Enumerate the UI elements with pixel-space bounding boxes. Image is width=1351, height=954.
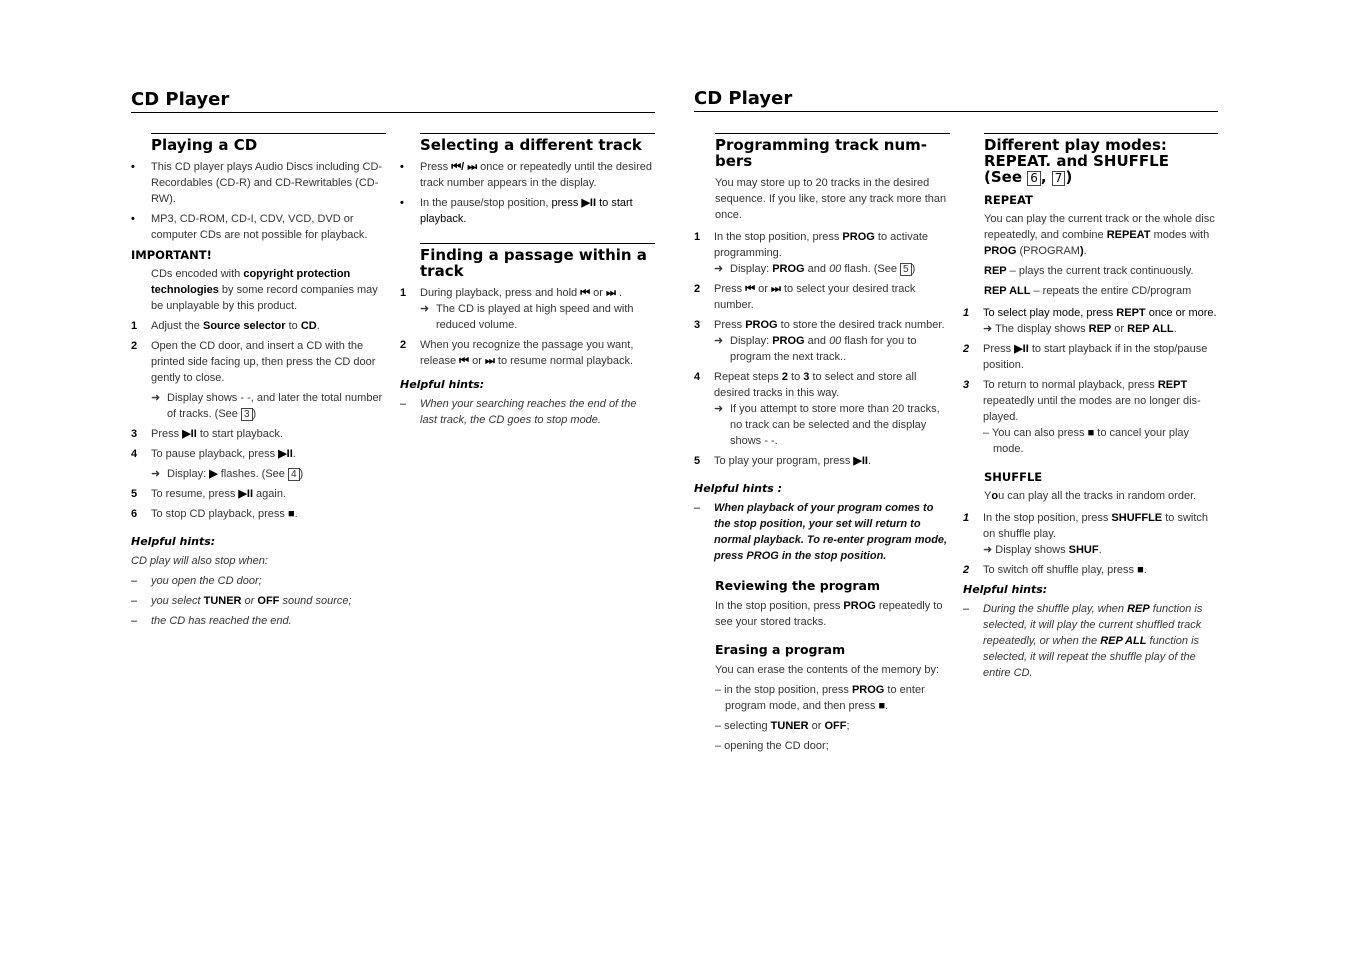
- erasing-intro: You can erase the contents of the memory by:: [715, 664, 940, 676]
- arrow-icon: ➜: [714, 263, 724, 275]
- left-page-title: CD Player: [131, 89, 655, 113]
- erase-option: – opening the CD door;: [715, 740, 829, 752]
- result-note: ➜ Display: PROG and 00 flash. (See 5 ): [714, 263, 916, 275]
- column-track-selection: [400, 133, 655, 432]
- step-item: 3 To return to normal playback, press REPT repeatedly until the modes are no longer dis- played. – You can also press ■ to cancel your play mode.: [963, 377, 1218, 457]
- bullet-item: • Press ⏮/ ⏭ once or repeatedly until the desired track number appears in the display.: [400, 161, 652, 189]
- figure-ref-badge: 6: [1027, 171, 1041, 186]
- result-note: ➜ Display shows - -, and later the total number of tracks. (See 3 ): [151, 392, 383, 420]
- figure-ref-badge: 5: [900, 263, 912, 276]
- bullet-item: • MP3, CD-ROM, CD-I, CDV, VCD, DVD or computer CDs are not possible for playback.: [131, 213, 368, 241]
- hint-item: – When playback of your program comes to the stop position, your set will return to normal playback. To re-enter program mode, press PROG in the stop position.: [694, 502, 948, 562]
- step-item: 4 To pause playback, press ▶II.: [131, 448, 296, 460]
- important-label: IMPORTANT!: [131, 248, 212, 262]
- step-item: 1 To select play mode, press REPT once or more. ➜ The display shows REP or REP ALL.: [963, 307, 1217, 335]
- step-item: 5 To resume, press ▶II again.: [131, 488, 287, 500]
- right-page-title: CD Player: [694, 88, 1218, 112]
- step-item: 1 In the stop position, press SHUFFLE to switch on shuffle play. ➜ Display shows SHUF.: [963, 510, 1218, 558]
- arrow-icon: ➜: [151, 392, 161, 404]
- result-note: ➜ Display: PROG and 00 flash for you to program the next track..: [714, 335, 917, 363]
- previous-icon: ⏮: [745, 283, 756, 295]
- step-item: 6 To stop CD playback, press ■.: [131, 508, 298, 520]
- step-item: 2 Press ▶II to start playback if in the stop/pause position.: [963, 343, 1208, 371]
- play-pause-icon: ▶II: [182, 428, 197, 440]
- arrow-icon: ➜: [983, 323, 993, 335]
- erase-option: – in the stop position, press PROG to enter program mode, and then press ■.: [715, 684, 925, 712]
- helpful-hints-label: Helpful hints:: [400, 378, 485, 391]
- repeat-label: REPEAT: [984, 193, 1033, 207]
- section-heading-play-modes: Different play modes: REPEAT. and SHUFFLE (See 6 , 7 ): [984, 133, 1218, 186]
- step-item: 1 Adjust the Source selector to CD.: [131, 320, 320, 332]
- next-icon: ⏭: [606, 287, 616, 299]
- play-pause-icon: ▶II: [581, 197, 597, 209]
- result-note: ➜ The display shows REP or REP ALL.: [983, 323, 1177, 335]
- arrow-icon: ➜: [151, 468, 161, 480]
- step-item: 3 Press PROG to store the desired track number. ➜ Display: PROG and 00 flash for you to program the next track..: [694, 317, 950, 365]
- section-heading-programming: Programming track num- bers: [715, 133, 950, 169]
- reviewing-text: In the stop position, press PROG repeatedly to see your stored tracks.: [715, 600, 943, 628]
- step-item: 5 To play your program, press ▶II.: [694, 455, 872, 467]
- previous-icon: ⏮: [580, 287, 591, 299]
- stop-icon: ■: [287, 508, 295, 520]
- stop-icon: ■: [1087, 427, 1095, 439]
- result-note: ➜ Display: ▶ flashes. (See 4 ): [151, 468, 304, 480]
- result-note: ➜ The CD is played at high speed and with reduced volume.: [420, 303, 634, 331]
- important-text: CDs encoded with copyright protection technologies by some record companies may be unplayable by this product.: [151, 268, 378, 312]
- figure-ref-badge: 4: [288, 468, 300, 481]
- play-pause-icon: ▶II: [1014, 343, 1029, 355]
- figure-ref-badge: 3: [241, 408, 253, 421]
- section-heading-erasing: Erasing a program: [715, 642, 846, 657]
- hint-item: – you select TUNER or OFF sound source;: [131, 595, 352, 607]
- shuffle-label: SHUFFLE: [984, 470, 1043, 484]
- result-note: ➜ Display shows SHUF.: [983, 544, 1102, 556]
- play-pause-icon: ▶II: [238, 488, 253, 500]
- step-item: 1 In the stop position, press PROG to activate programming. ➜ Display: PROG and 00 flash. (See 5 ): [694, 229, 950, 277]
- section-heading-selecting-track: Selecting a different track: [420, 133, 655, 153]
- hint-item: – During the shuffle play, when REP function is selected, it will play the current shuffled track repeatedly, or when the REP ALL function is selected, it will repeat the shuffle play of the entire CD.: [963, 603, 1203, 679]
- skip-icons: ⏮/ ⏭: [451, 161, 478, 173]
- helpful-hints-label: Helpful hints :: [694, 482, 782, 495]
- previous-icon: ⏮: [459, 355, 470, 367]
- next-icon: ⏭: [484, 355, 495, 367]
- section-heading-reviewing: Reviewing the program: [715, 578, 881, 593]
- hint-item: – When your searching reaches the end of the last track, the CD goes to stop mode.: [400, 398, 637, 426]
- display-segment-icon: 00: [829, 263, 842, 275]
- figure-ref-badge: 7: [1052, 171, 1066, 186]
- bullet-item: • This CD player plays Audio Discs including CD-Recordables (CD-R) and CD-Rewritables (CD-RW).: [131, 161, 383, 205]
- step-item: 2 Press ⏮ or ⏭ to select your desired track number.: [694, 283, 916, 311]
- hint-intro: CD play will also stop when:: [131, 555, 268, 567]
- column-programming: [694, 133, 950, 758]
- erase-option: – selecting TUNER or OFF;: [715, 720, 850, 732]
- hint-item: – the CD has reached the end.: [131, 615, 292, 627]
- bullet-item: • In the pause/stop position, press ▶II to start playback.: [400, 197, 633, 225]
- arrow-icon: ➜: [420, 303, 430, 315]
- play-pause-icon: ▶II: [278, 448, 293, 460]
- next-icon: ⏭: [771, 283, 781, 295]
- helpful-hints-label: Helpful hints:: [963, 583, 1048, 596]
- step-item: 2 When you recognize the passage you want, release ⏮ or ⏭ to resume normal playback.: [400, 339, 634, 367]
- shuffle-description: You can play all the tracks in random order.: [984, 490, 1197, 502]
- repeat-mode-rep-all: REP ALL – repeats the entire CD/program: [984, 285, 1192, 297]
- section-heading-finding-passage: Finding a passage within a track: [420, 243, 655, 279]
- cancel-note: – You can also press ■ to cancel your play mode.: [983, 427, 1190, 455]
- helpful-hints-label: Helpful hints:: [131, 535, 216, 548]
- step-item: 3 Press ▶II to start playback.: [131, 428, 283, 440]
- stop-icon: ■: [878, 700, 886, 712]
- arrow-icon: ➜: [983, 544, 993, 556]
- result-note: ➜ If you attempt to store more than 20 tracks, no track can be selected and the display shows - -.: [714, 403, 940, 447]
- arrow-icon: ➜: [714, 403, 724, 415]
- step-item: 2 To switch off shuffle play, press ■.: [963, 564, 1147, 576]
- play-pause-icon: ▶II: [853, 455, 868, 467]
- step-item: 1 During playback, press and hold ⏮ or ⏭ . ➜ The CD is played at high speed and with reduced volume.: [400, 285, 655, 333]
- arrow-icon: ➜: [714, 335, 724, 347]
- stop-icon: ■: [1137, 564, 1144, 576]
- step-item: 4 Repeat steps 2 to 3 to select and store all desired tracks in this way. ➜ If you attempt to store more than 20 tracks, no track can be selected and the display shows - -.: [694, 369, 950, 449]
- play-icon: ▶: [209, 468, 218, 480]
- repeat-mode-rep: REP – plays the current track continuously.: [984, 265, 1194, 277]
- display-segment-icon: 00: [829, 335, 842, 347]
- column-playing-cd: [131, 133, 386, 633]
- column-play-modes: [963, 133, 1218, 685]
- step-item: 2 Open the CD door, and insert a CD with the printed side facing up, then press the CD door gently to close.: [131, 340, 376, 384]
- repeat-description: You can play the current track or the whole disc repeatedly, and combine REPEAT modes with PROG (PROGRAM).: [984, 213, 1215, 257]
- programming-intro: You may store up to 20 tracks in the desired sequence. If you like, store any track more than once.: [715, 177, 947, 221]
- section-heading-playing-cd: Playing a CD: [151, 133, 386, 153]
- hint-item: – you open the CD door;: [131, 575, 262, 587]
